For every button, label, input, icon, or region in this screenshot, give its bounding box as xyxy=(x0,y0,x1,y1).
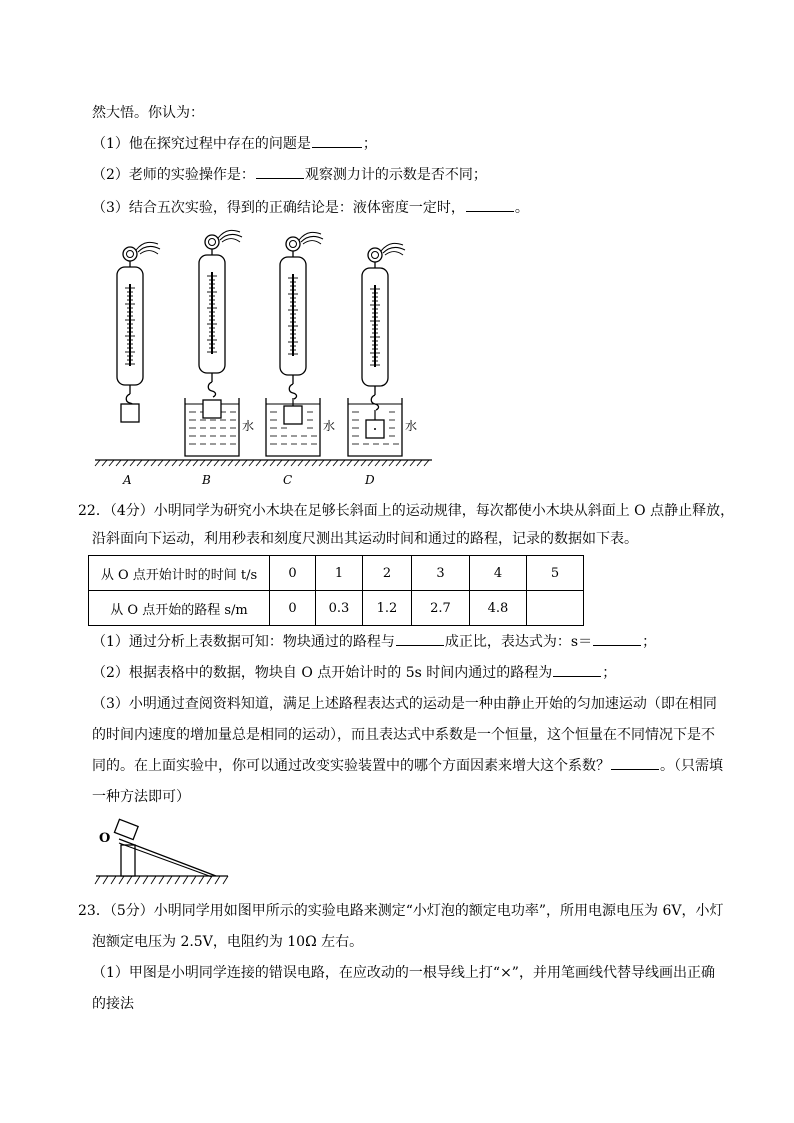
table-cell: 4 xyxy=(470,556,527,591)
label-d: D xyxy=(365,473,375,487)
q22-part3-line2: 的时间内速度的增加量总是相同的运动），而且表达式中系数是一个恒量，这个恒量在不同情况下是不 xyxy=(92,727,715,743)
q21-part1-suffix: ； xyxy=(362,136,377,152)
q21-part3-suffix: 。 xyxy=(514,200,529,216)
q22-part1-prefix: （1）通过分析上表数据可知：物块通过的路程与 xyxy=(92,634,395,650)
table-row xyxy=(89,591,584,626)
label-a: A xyxy=(123,473,132,487)
answer-blank[interactable] xyxy=(553,663,601,677)
q21-part2-prefix: （2）老师的实验操作是： xyxy=(92,167,255,183)
table-header-distance: 从 O 点开始的路程 s/m xyxy=(89,591,270,626)
q23-line1: 23．（5分）小明同学用如图甲所示的实验电路来测定“小灯泡的额定电功率”，所用电源电压为 6V，小灯 xyxy=(78,903,724,919)
answer-blank[interactable] xyxy=(312,134,362,148)
water-label-d: 水 xyxy=(405,419,418,433)
q21-part3 xyxy=(92,198,529,218)
table-header-time: 从 O 点开始计时的时间 t/s xyxy=(89,556,270,591)
q22-part1-suffix: ； xyxy=(642,634,657,650)
q22-part3-line3 xyxy=(92,756,723,776)
q22-part3-line4: 一种方法即可） xyxy=(92,789,190,805)
q22-part3-line3-prefix: 同的。在上面实验中，你可以通过改变实验装置中的哪个方面因素来增大这个系数？ xyxy=(92,758,610,774)
q22-part2 xyxy=(92,663,616,683)
spring-scale-b xyxy=(199,230,242,397)
water-label-b: 水 xyxy=(242,419,255,433)
answer-blank[interactable] xyxy=(256,165,304,179)
table-cell: 5 xyxy=(527,556,584,591)
beaker-b xyxy=(185,398,239,456)
table-cell: 4.8 xyxy=(470,591,527,626)
q21-part1-prefix: （1）他在探究过程中存在的问题是 xyxy=(92,136,311,152)
answer-blank[interactable] xyxy=(611,756,659,770)
q21-part2 xyxy=(92,165,487,185)
block-c xyxy=(284,406,302,424)
block-b xyxy=(203,400,221,418)
q23-part1-line2: 的接法 xyxy=(92,996,134,1012)
q22-line1: 22．（4分）小明同学为研究小木块在足够长斜面上的运动规律，每次都使小木块从斜面上 O 点静止释放， xyxy=(78,503,735,519)
table-cell: 1.2 xyxy=(363,591,412,626)
incline-figure xyxy=(92,812,232,888)
spring-scale-figure xyxy=(92,228,437,490)
q23-line2: 泡额定电压为 2.5V，电阻约为 10Ω 左右。 xyxy=(92,934,364,950)
q21-part3-prefix: （3）结合五次实验，得到的正确结论是：液体密度一定时， xyxy=(92,200,465,216)
q22-part1-mid: 成正比，表达式为：s＝ xyxy=(444,634,593,650)
table-cell-empty[interactable] xyxy=(527,591,584,626)
q22-part3-line1: （3）小明通过查阅资料知道，满足上述路程表达式的运动是一种由静止开始的匀加速运动（即在相同 xyxy=(92,696,717,712)
table-cell: 0.3 xyxy=(316,591,363,626)
q21-intro: 然大悟。你认为： xyxy=(92,105,204,121)
answer-blank[interactable] xyxy=(466,198,514,212)
beaker-d xyxy=(348,398,402,456)
q22-data-table xyxy=(88,555,584,626)
q21-part1 xyxy=(92,134,377,154)
q23-part1-line1: （1）甲图是小明同学连接的错误电路，在应改动的一根导线上打“×”，并用笔画线代替导线画出正确 xyxy=(92,965,715,981)
beaker-c xyxy=(266,398,320,456)
table-cell: 2.7 xyxy=(412,591,470,626)
spring-scale-d xyxy=(362,243,405,410)
answer-blank[interactable] xyxy=(396,632,444,646)
table-cell: 0 xyxy=(270,556,316,591)
q22-part2-prefix: （2）根据表格中的数据，物块自 O 点开始计时的 5s 时间内通过的路程为 xyxy=(92,665,553,681)
answer-blank[interactable] xyxy=(593,632,641,646)
point-o-label: O xyxy=(99,831,111,846)
table-cell: 2 xyxy=(363,556,412,591)
q22-part3-line3-suffix: 。（只需填 xyxy=(660,758,723,774)
table-cell: 0 xyxy=(270,591,316,626)
label-b: B xyxy=(202,473,211,487)
table-cell: 1 xyxy=(316,556,363,591)
wood-block xyxy=(114,819,138,839)
q21-part2-suffix: 观察测力计的示数是否不同； xyxy=(304,167,487,183)
water-label-c: 水 xyxy=(323,419,336,433)
q22-part1 xyxy=(92,632,656,652)
label-c: C xyxy=(283,473,293,487)
spring-scale-c xyxy=(280,232,323,399)
spring-scale-a xyxy=(117,242,160,409)
support-post xyxy=(121,845,135,876)
block-a xyxy=(121,404,139,422)
q22-line2: 沿斜面向下运动，利用秒表和刻度尺测出其运动时间和通过的路程，记录的数据如下表。 xyxy=(92,531,638,547)
table-cell: 3 xyxy=(412,556,470,591)
table-row xyxy=(89,556,584,591)
q22-part2-suffix: ； xyxy=(602,665,617,681)
